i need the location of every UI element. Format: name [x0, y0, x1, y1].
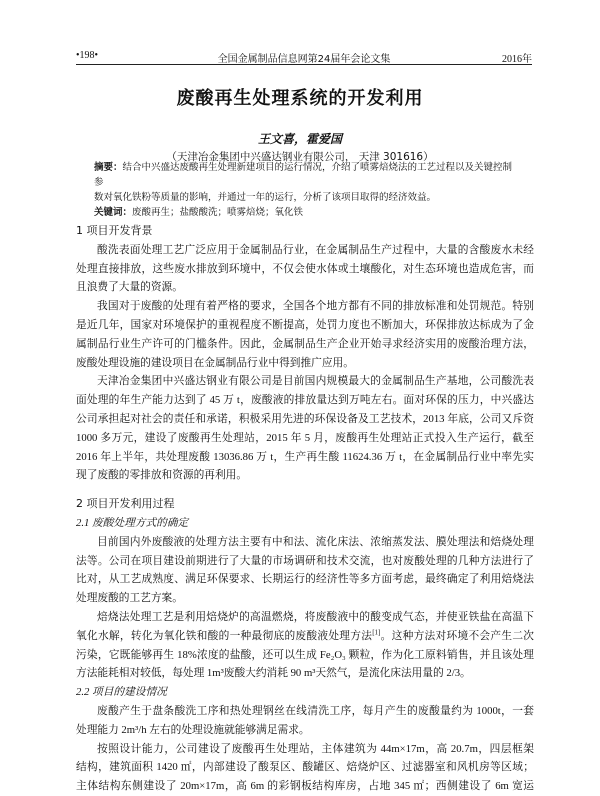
journal-name: 全国金属制品信息网第24届年会论文集	[217, 54, 391, 65]
text-line: 是近几年，国家对环境保护的重视程度不断提高，处罚力度也不断加大，环保排放达标成为了金	[76, 318, 534, 331]
text-line: 面处理的年生产能力达到了 45 万 t，废酸液的排放量达到万吨左右。面对环保的压力，中兴盛达	[76, 394, 534, 407]
text-line: 我国对于废酸的处理有着严格的要求，全国各个地方都有不同的排放标准和处罚规范。特别	[97, 300, 534, 313]
abstract	[94, 160, 518, 220]
authors: 王文喜，霍爱国	[257, 132, 342, 146]
paragraph	[76, 608, 534, 683]
subsection-heading: 2.1 废酸处理方式的确定	[76, 516, 189, 529]
keywords-label: 关键词：	[94, 207, 133, 218]
subsection-heading: 2.2 项目的建设情况	[76, 686, 167, 699]
abstract-line: 数对氧化铁粉等质量的影响，并通过一年的运行，分析了该项目取得的经济效益。	[94, 192, 437, 203]
page-number: •198•	[76, 50, 99, 61]
text-line: 氧化水解，转化为氧化铁和酸的一种最彻底的废酸液处理方法[1]。这种方法对环境不会产生二次	[76, 628, 534, 642]
abstract-line: 结合中兴盛达废酸再生处理新建项目的运行情况，介绍了喷雾焙烧法的工艺过程以及关键控制参	[94, 162, 513, 188]
section-heading: 2 项目开发利用过程	[76, 497, 175, 511]
affiliation: （天津冶金集团中兴盛达钢业有限公司， 天津 301616）	[166, 151, 434, 163]
paragraph	[76, 297, 534, 372]
text-line: 焙烧法处理工艺是利用焙烧炉的高温燃烧，将废酸液中的酸变成气态，并使亚铁盐在高温下	[97, 610, 534, 623]
text-line: 公司承担起对社会的责任和承诺，积极采用先进的环保设备及工艺技术，2013 年底，公司又斥资	[76, 412, 534, 425]
year: 2016年	[502, 54, 532, 65]
text-line: 目前国内外废酸液的处理方法主要有中和法、流化床法、浓缩蒸发法、膜处理法和焙烧处理	[97, 535, 534, 548]
text-line: 天津冶金集团中兴盛达钢业有限公司是目前国内规模最大的金属制品生产基地，公司酸洗表	[97, 375, 534, 388]
paragraph	[76, 702, 534, 740]
running-header	[76, 50, 532, 65]
text-line: 法等。公司在项目建设前期进行了大量的市场调研和技术交流，也对废酸处理的几种方法进行了	[76, 554, 534, 567]
text-line: 污染，它既能够再生 18%浓度的盐酸，还可以生成 Fe₂O₃ 颗粒，作为化工原料销售，并且该处理	[76, 648, 534, 661]
paragraph	[76, 533, 534, 608]
text-line: 属制品行业生产许可的门槛条件。因此，金属制品生产企业开始寻求经济实用的废酸治理方法，	[76, 337, 534, 350]
text-line: 按照设计能力，公司建设了废酸再生处理站，主体建筑为 44m×17m，高 20.7m，四层框架	[97, 742, 534, 755]
keywords: 废酸再生；盐酸酸洗；喷雾焙烧；氧化铁	[132, 207, 304, 218]
text-line: 且浪费了大量的资源。	[76, 281, 183, 294]
text-line: 酸洗表面处理工艺广泛应用于金属制品行业，在金属制品生产过程中，大量的含酸废水未经	[97, 243, 534, 256]
text-line: 主体结构东侧建设了 20m×17m，高 6m 的彩钢板结构库房，占地 345 ㎡；西侧建设了 6m 宽运	[76, 780, 534, 793]
text-line: 废酸处理设施的建设项目在金属制品行业中得到推广应用。	[76, 356, 354, 369]
paragraph	[76, 241, 534, 297]
paragraph	[76, 740, 534, 796]
text-line: 方法能耗相对较低，每处理 1m³废酸大约消耗 90 m³天然气，是流化床法用量的 2/3。	[76, 667, 471, 680]
text-line: 比对，从工艺成熟度、满足环保要求、长期运行的经济性等多方面考虑，最终确定了利用焙烧法	[76, 573, 534, 586]
text-line: 现了废酸的零排放和资源的再利用。	[76, 469, 248, 482]
abstract-label: 摘要：	[94, 162, 123, 173]
text-line: 1000 多万元，建设了废酸再生处理站，2015 年 5 月，废酸再生处理站正式投入生产运行，截至	[76, 431, 534, 444]
text-line: 废酸产生于盘条酸洗工序和热处理钢丝在线清洗工序，每月产生的废酸量约为 1000t，一套	[97, 704, 534, 717]
citation: [1]	[372, 628, 381, 637]
body-text	[76, 222, 534, 796]
text-line: 处理直接排放，这些废水排放到环境中，不仅会使水体或土壤酸化，对生态环境也造成危害，而	[76, 262, 534, 275]
section-heading: 1 项目开发背景	[76, 224, 153, 237]
text-line: 处理废酸的工艺方案。	[76, 592, 183, 605]
paragraph	[76, 372, 534, 485]
text-line: 结构，建筑面积 1420 ㎡，内部建设了酸泵区、酸罐区、焙烧炉区、过滤器室和风机房等区域；	[76, 761, 534, 774]
paper-title: 废酸再生处理系统的开发利用	[176, 88, 424, 109]
text-line: 处理能力 2m³/h 左右的处理设施就能够满足需求。	[76, 723, 310, 736]
text-line: 2016 年上半年，共处理废酸 13036.86 万 t，生产再生酸 11624.36 万 t，在金属制品行业中率先实	[76, 450, 534, 463]
